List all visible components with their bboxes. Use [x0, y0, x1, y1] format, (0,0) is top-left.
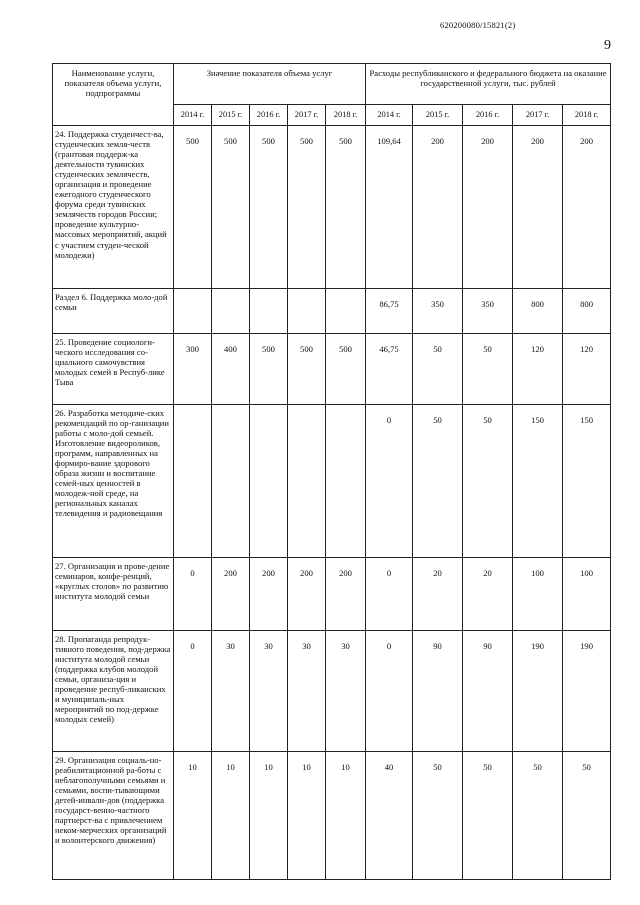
service-name-cell: 24. Поддержка студенчест-ва, студенческих земля-честв (грантовая поддерж-ка деятельности тувинских студенческих землячеств, организация и проведение ежегодного студенческого форума среди тувинских землячеств городов России; проведение культурно-массовых мероприятий, акций с участием студен-ческой молодежи): [53, 126, 174, 289]
header-cost-year: 2015 г.: [413, 105, 463, 126]
volume-value-cell: 30: [326, 631, 366, 752]
volume-value-cell: [288, 405, 326, 558]
volume-value-cell: [174, 289, 212, 334]
table-row: [53, 334, 611, 405]
header-budget-costs: Расходы республиканского и федерального бюджета на оказание государственной услуги, тыс. рублей: [366, 64, 611, 105]
volume-value-cell: 500: [288, 126, 326, 289]
service-name-cell: 29. Организация социаль-но-реабилитационной ра-боты с неблагополучными семьями и семьями, воспи-тывающими детей-инвали-дов (поддержка государст-венно-частного партнерст-ва с привлечением неком-мерческих организаций и волонтерского движения): [53, 752, 174, 880]
cost-value-cell: 100: [513, 558, 563, 631]
volume-value-cell: 10: [250, 752, 288, 880]
cost-value-cell: 50: [463, 405, 513, 558]
table-body: [53, 126, 611, 880]
volume-value-cell: 200: [326, 558, 366, 631]
volume-value-cell: 500: [250, 334, 288, 405]
cost-value-cell: 100: [563, 558, 611, 631]
service-name-cell: Раздел 6. Поддержка моло-дой семьи: [53, 289, 174, 334]
cost-value-cell: 200: [463, 126, 513, 289]
header-service-name: Наименование услуги, показателя объема услуги, подпрограммы: [53, 64, 174, 126]
cost-value-cell: 46,75: [366, 334, 413, 405]
volume-value-cell: [212, 289, 250, 334]
cost-value-cell: 109,64: [366, 126, 413, 289]
header-cost-year: 2016 г.: [463, 105, 513, 126]
volume-value-cell: 10: [212, 752, 250, 880]
header-cost-year: 2014 г.: [366, 105, 413, 126]
volume-value-cell: 0: [174, 558, 212, 631]
volume-value-cell: 500: [326, 334, 366, 405]
table-row: [53, 126, 611, 289]
cost-value-cell: 200: [413, 126, 463, 289]
cost-value-cell: 50: [413, 752, 463, 880]
header-volume-year: 2014 г.: [174, 105, 212, 126]
cost-value-cell: 50: [413, 405, 463, 558]
cost-value-cell: 150: [563, 405, 611, 558]
volume-value-cell: 500: [288, 334, 326, 405]
volume-value-cell: [174, 405, 212, 558]
volume-value-cell: [212, 405, 250, 558]
cost-value-cell: 50: [413, 334, 463, 405]
service-name-cell: 26. Разработка методиче-ских рекомендаций по ор-ганизации работы с моло-дой семьей. Изготовление видеороликов, программ, направленных на формиро-вание здорового образа жизни и воспитание семей-ных ценностей в молодеж-ной среде, на региональных каналах телевидения и радиовещания: [53, 405, 174, 558]
cost-value-cell: 150: [513, 405, 563, 558]
cost-value-cell: 120: [513, 334, 563, 405]
volume-value-cell: 10: [288, 752, 326, 880]
cost-value-cell: 0: [366, 405, 413, 558]
header-cost-year: 2018 г.: [563, 105, 611, 126]
header-volume-year: 2016 г.: [250, 105, 288, 126]
header-volume-year: 2018 г.: [326, 105, 366, 126]
cost-value-cell: 90: [413, 631, 463, 752]
volume-value-cell: 500: [250, 126, 288, 289]
volume-value-cell: 10: [326, 752, 366, 880]
table-row: [53, 289, 611, 334]
header-volume-year: 2017 г.: [288, 105, 326, 126]
cost-value-cell: 50: [563, 752, 611, 880]
document-id: 620200080/15821(2): [440, 20, 516, 30]
cost-value-cell: 800: [563, 289, 611, 334]
services-table: [52, 63, 611, 880]
volume-value-cell: 200: [288, 558, 326, 631]
volume-value-cell: [326, 289, 366, 334]
cost-value-cell: 50: [463, 752, 513, 880]
cost-value-cell: 50: [513, 752, 563, 880]
cost-value-cell: 800: [513, 289, 563, 334]
cost-value-cell: 20: [463, 558, 513, 631]
cost-value-cell: 90: [463, 631, 513, 752]
cost-value-cell: 50: [463, 334, 513, 405]
table-row: [53, 558, 611, 631]
cost-value-cell: 350: [413, 289, 463, 334]
volume-value-cell: 200: [250, 558, 288, 631]
cost-value-cell: 200: [563, 126, 611, 289]
cost-value-cell: 120: [563, 334, 611, 405]
cost-value-cell: 200: [513, 126, 563, 289]
volume-value-cell: [326, 405, 366, 558]
table-row: [53, 405, 611, 558]
volume-value-cell: 500: [326, 126, 366, 289]
cost-value-cell: 86,75: [366, 289, 413, 334]
service-name-cell: 27. Организация и прове-дение семинаров, конфе-ренций, «круглых столов» по развитию института молодой семьи: [53, 558, 174, 631]
header-volume-indicator: Значение показателя объема услуг: [174, 64, 366, 105]
volume-value-cell: 500: [212, 126, 250, 289]
volume-value-cell: 10: [174, 752, 212, 880]
volume-value-cell: 0: [174, 631, 212, 752]
volume-value-cell: 300: [174, 334, 212, 405]
volume-value-cell: [250, 405, 288, 558]
volume-value-cell: 30: [212, 631, 250, 752]
volume-value-cell: 30: [250, 631, 288, 752]
cost-value-cell: 0: [366, 558, 413, 631]
table-row: [53, 631, 611, 752]
cost-value-cell: 190: [513, 631, 563, 752]
volume-value-cell: [250, 289, 288, 334]
volume-value-cell: 30: [288, 631, 326, 752]
volume-value-cell: [288, 289, 326, 334]
header-row: [53, 64, 611, 105]
table-row: [53, 752, 611, 880]
header-cost-year: 2017 г.: [513, 105, 563, 126]
page-number: 9: [604, 38, 611, 53]
volume-value-cell: 500: [174, 126, 212, 289]
cost-value-cell: 0: [366, 631, 413, 752]
cost-value-cell: 190: [563, 631, 611, 752]
volume-value-cell: 200: [212, 558, 250, 631]
service-name-cell: 28. Пропаганда репродук-тивного поведения, под-держка института молодой семьи (поддержка клубов молодой семьи, организа-ция и проведение респуб-ликанских и муниципаль-ных мероприятий по под-держке молодых семей): [53, 631, 174, 752]
cost-value-cell: 40: [366, 752, 413, 880]
volume-value-cell: 400: [212, 334, 250, 405]
service-name-cell: 25. Проведение социологи-ческого исследования со-циального самочувствия молодых семей в Респуб-лике Тыва: [53, 334, 174, 405]
header-volume-year: 2015 г.: [212, 105, 250, 126]
cost-value-cell: 20: [413, 558, 463, 631]
cost-value-cell: 350: [463, 289, 513, 334]
